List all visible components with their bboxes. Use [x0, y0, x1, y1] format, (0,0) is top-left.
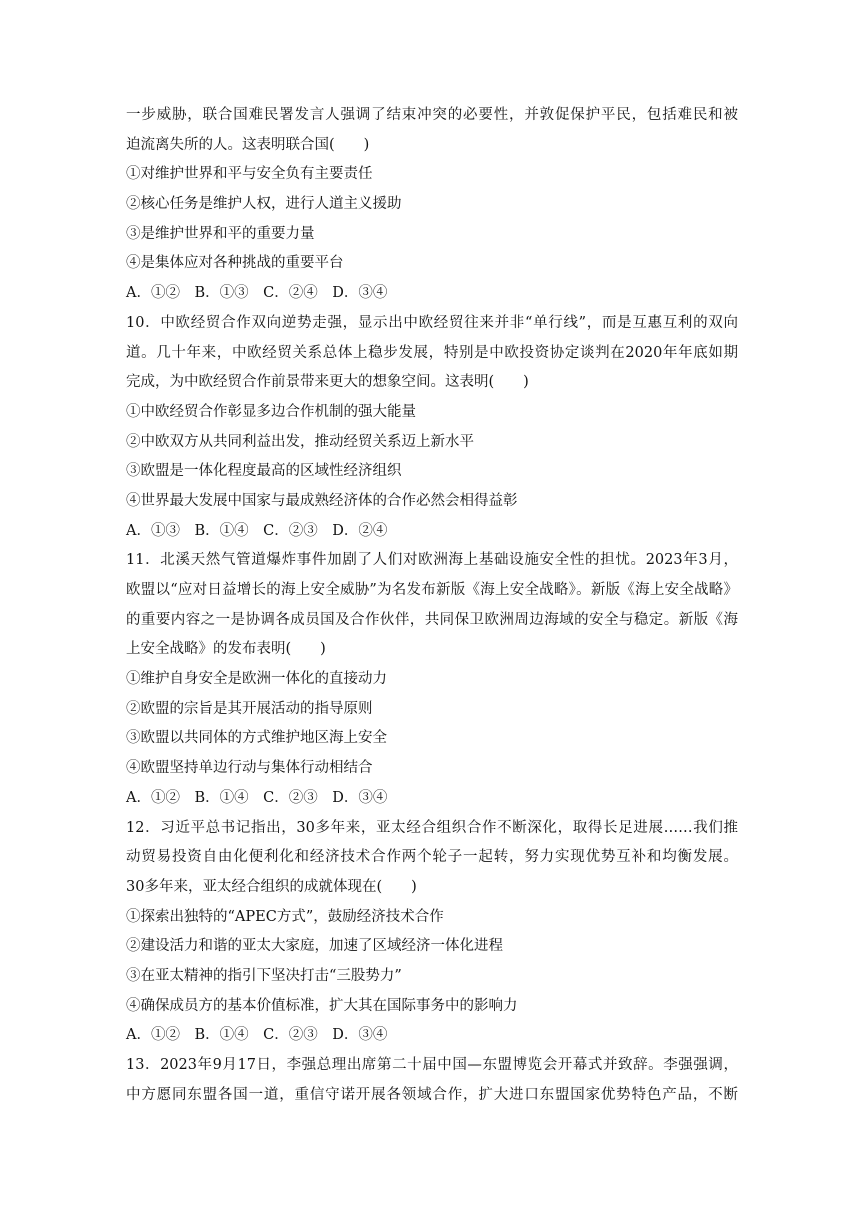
text-line: 一步威胁，联合国难民署发言人强调了结束冲突的必要性，并敦促保护平民，包括难民和被	[126, 107, 738, 123]
text-line: A．①② B．①④ C．②③ D．③④	[126, 1027, 388, 1044]
text-line: 中方愿同东盟各国一道，重信守诺开展各领域合作，扩大进口东盟国家优势特色产品，不断	[126, 1086, 738, 1103]
text-line: ③欧盟以共同体的方式维护地区海上安全	[126, 730, 387, 747]
text-line: 完成，为中欧经贸合作前景带来更大的想象空间。这表明( )	[126, 374, 529, 391]
text-line: 10．中欧经贸合作双向逆势走强，显示出中欧经贸往来并非“单行线”，而是互惠互利的双向	[126, 314, 738, 331]
text-line: 动贸易投资自由化便利化和经济技术合作两个轮子一起转，努力实现优势互补和均衡发展。	[126, 849, 738, 866]
text-line: ③是维护世界和平的重要力量	[126, 225, 315, 242]
text-line: ④确保成员方的基本价值标准，扩大其在国际事务中的影响力	[126, 997, 518, 1014]
text-line: 的重要内容之一是协调各成员国及合作伙伴，共同保卫欧洲周边海域的安全与稳定。新版《海	[126, 611, 738, 628]
text-line: ④是集体应对各种挑战的重要平台	[126, 255, 344, 272]
text-line: ③欧盟是一体化程度最高的区域性经济组织	[126, 463, 402, 480]
text-line: ①探索出独特的“APEC方式”，鼓励经济技术合作	[126, 908, 444, 925]
text-line: ③在亚太精神的指引下坚决打击“三股势力”	[126, 967, 402, 984]
text-line: A．①② B．①④ C．②③ D．③④	[126, 789, 388, 806]
text-line: ④欧盟坚持单边行动与集体行动相结合	[126, 760, 373, 777]
text-line: ①维护自身安全是欧洲一体化的直接动力	[126, 671, 387, 688]
text-line: ②建设活力和谐的亚太大家庭，加速了区域经济一体化进程	[126, 938, 503, 955]
text-line: 迫流离失所的人。这表明联合国( )	[126, 136, 370, 153]
question-text-block	[126, 101, 738, 1110]
text-line: 30多年来，亚太经合组织的成就体现在( )	[126, 878, 417, 895]
text-line: ④世界最大发展中国家与最成熟经济体的合作必然会相得益彰	[126, 492, 518, 509]
text-line: A．①③ B．①④ C．②③ D．②④	[126, 522, 388, 539]
text-line: 欧盟以“应对日益增长的海上安全威胁”为名发布新版《海上安全战略》。新版《海上安全战略》	[126, 582, 738, 598]
text-line: 道。几十年来，中欧经贸关系总体上稳步发展，特别是中欧投资协定谈判在2020年年底如期	[126, 344, 738, 361]
text-line: A．①② B．①③ C．②④ D．③④	[126, 285, 388, 302]
text-line: ②中欧双方从共同利益出发，推动经贸关系迈上新水平	[126, 433, 474, 450]
text-line: ①对维护世界和平与安全负有主要责任	[126, 166, 373, 183]
text-line: 11．北溪天然气管道爆炸事件加剧了人们对欧洲海上基础设施安全性的担忧。2023年3月，	[126, 552, 738, 569]
text-line: 13．2023年9月17日，李强总理出席第二十届中国—东盟博览会开幕式并致辞。李强强调，	[126, 1057, 738, 1073]
text-line: 12．习近平总书记指出，30多年来，亚太经合组织合作不断深化，取得长足进展……我们推	[126, 819, 738, 836]
text-line: ②核心任务是维护人权，进行人道主义援助	[126, 196, 402, 213]
text-line: ①中欧经贸合作彰显多边合作机制的强大能量	[126, 403, 416, 420]
text-line: ②欧盟的宗旨是其开展活动的指导原则	[126, 700, 373, 717]
text-line: 上安全战略》的发布表明( )	[126, 641, 326, 658]
